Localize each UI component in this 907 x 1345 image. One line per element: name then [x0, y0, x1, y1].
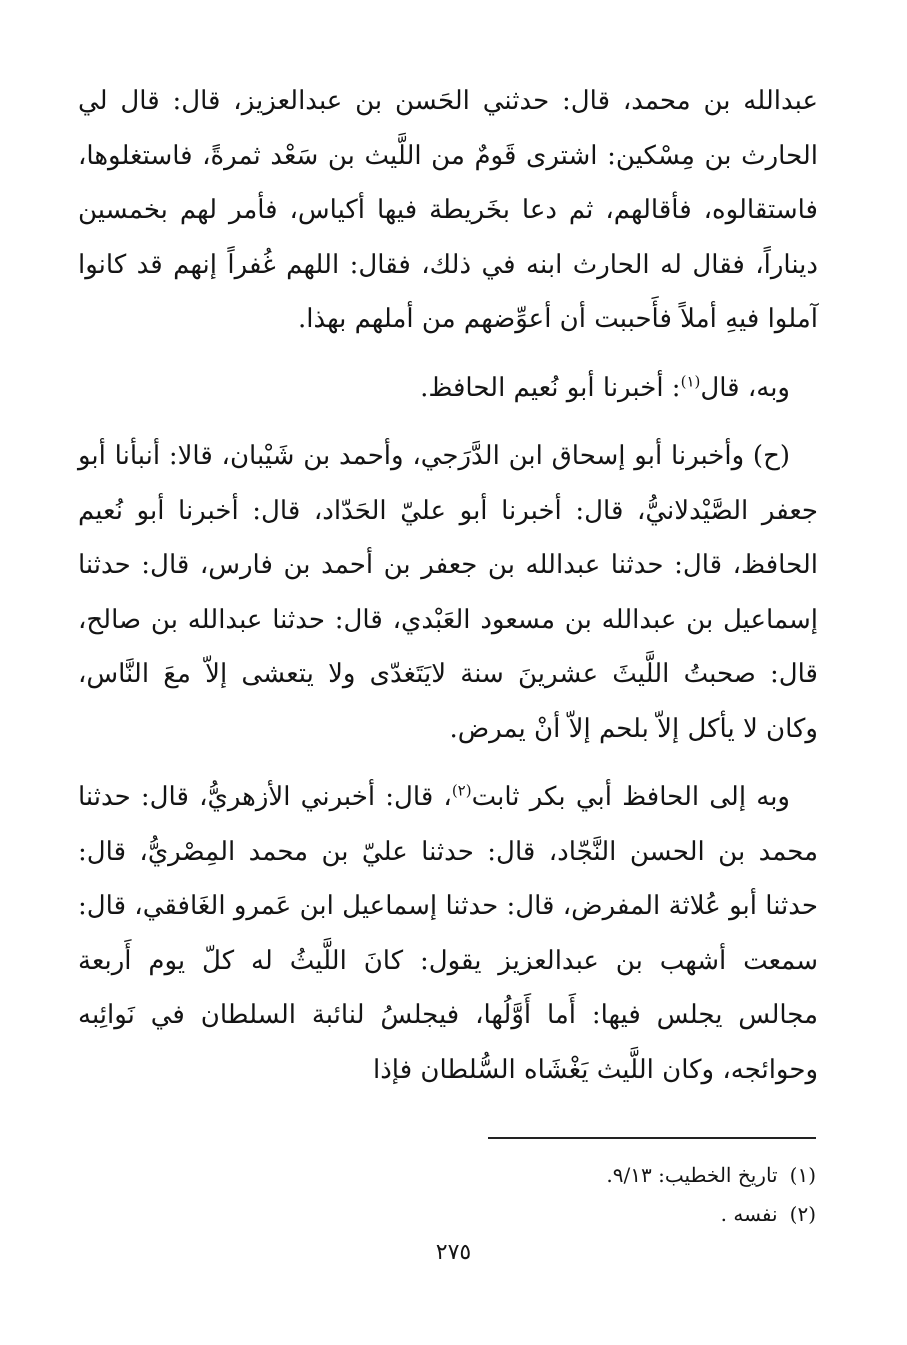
footnote-2: [480, 1195, 816, 1234]
footnote-number: (٢): [789, 1202, 816, 1226]
paragraph-3: (ح) وأخبرنا أبو إسحاق ابن الدَّرَجي، وأحمد بن شَيْبان، قالا: أنبأنا أبو جعفر الصَّيْدلانيُّ، قال: أخبرنا أبو عليّ الحَدّاد، قال: أخبرنا أبو نُعيم الحافظ، قال: حدثنا عبدالله بن جعفر بن أحمد بن فارس، قال: حدثنا إسماعيل بن عبدالله بن مسعود العَبْدي، قال: حدثنا عبدالله بن صالح، قال: صحبتُ اللَّيثَ عشرينَ سنة لايَتَغدّى ولا يتعشى إلاّ معَ النَّاس، وكان لا يأكل إلاّ بلحم إلاّ أنْ يمرض.: [78, 441, 818, 744]
paragraph-4: [78, 770, 818, 1097]
footnote-ref-2: (٢): [451, 781, 472, 800]
paragraph-1: عبدالله بن محمد، قال: حدثني الحَسن بن عبدالعزيز، قال: قال لي الحارث بن مِسْكين: اشترى قَومٌ من اللَّيث بن سَعْد ثمرةً، فاستغلوها، فاستقالوه، فأقالهم، ثم دعا بخَريطة فيها أكياس، فأمر لهم بخمسين ديناراً، فقال له الحارث ابنه في ذلك، فقال: اللهم غُفراً إنهم قد كانوا آملوا فيهِ أملاً فأَحببت أن أعوِّضهم من أملهم بهذا.: [78, 86, 818, 334]
footnotes: [480, 1156, 816, 1234]
paragraph-4-rest: ، قال: أخبرني الأزهريُّ، قال: حدثنا محمد بن الحسن النَّجّاد، قال: حدثنا عليّ بن محمد المِصْريُّ، قال: حدثنا أبو عُلاثة المفرض، قال: حدثنا إسماعيل ابن عَمرو الغَافقي، قال: سمعت أشهب بن عبدالعزيز يقول: كانَ اللَّيثُ له كلّ يوم أَربعة مجالس يجلس فيها: أَما أَوَّلُها، فيجلسُ لنائبة السلطان في نَوائِبه وحوائجه، وكان اللَّيث يَغْشَاه السُّلطان فإذا: [78, 782, 819, 1085]
paragraph-4-lead: وبه إلى الحافظ أبي بكر ثابت: [471, 782, 790, 812]
footnote-divider: [488, 1137, 816, 1139]
footnote-text: نفسه .: [720, 1202, 778, 1226]
paragraph-2: [78, 361, 818, 416]
footnote-1: [480, 1156, 816, 1195]
paragraph-2-lead: وبه، قال: [700, 372, 790, 403]
main-text: [78, 74, 818, 1111]
footnote-text: تاريخ الخطيب: ٩/١٣.: [606, 1163, 778, 1187]
paragraph-2-rest: : أخبرنا أبو نُعيم الحافظ.: [420, 372, 681, 403]
footnote-number: (١): [789, 1163, 816, 1187]
page-number: ٢٧٥: [435, 1240, 472, 1265]
footnote-ref-1: (١): [680, 371, 701, 390]
